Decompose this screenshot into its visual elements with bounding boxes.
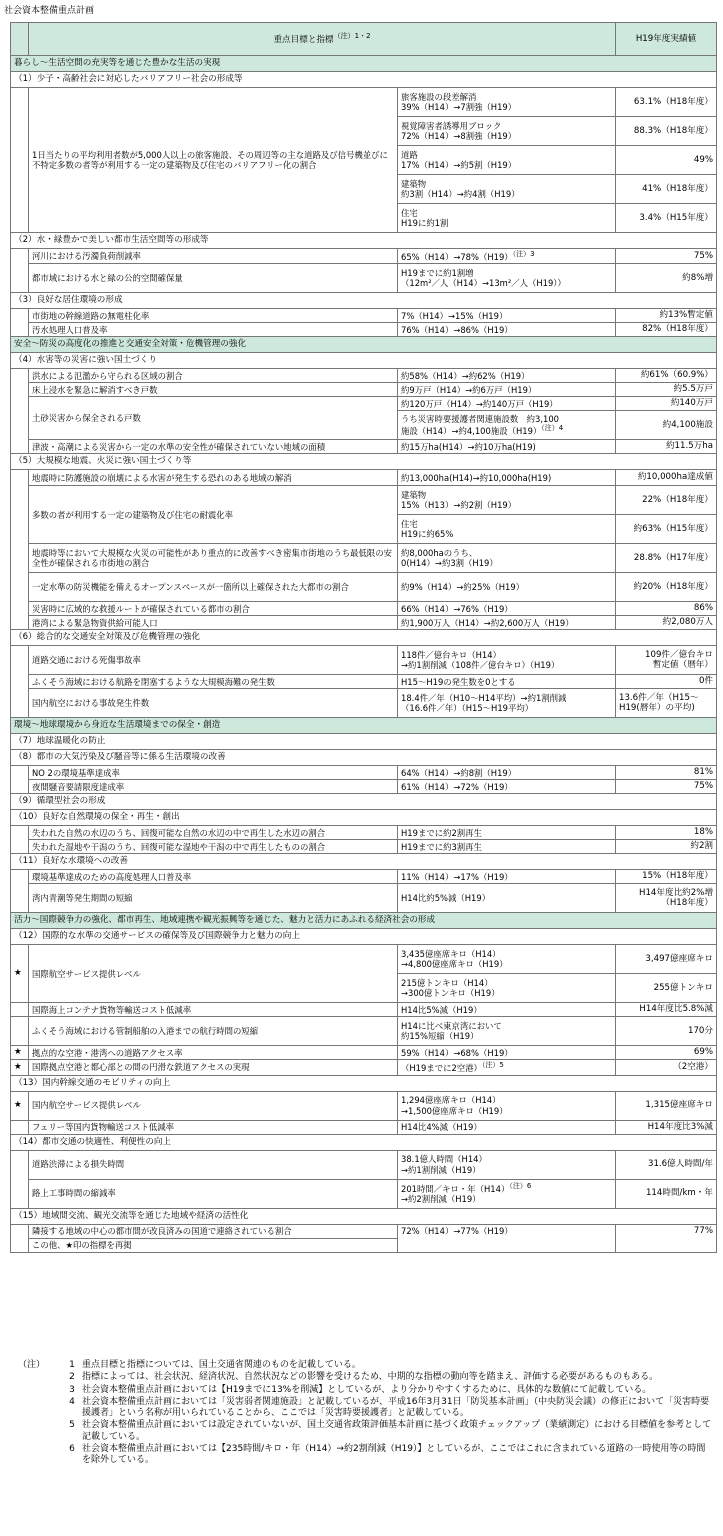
table-row: 洪水による氾濫から守られる区域の割合 約58%（H14）→約62%（H19） 約61%（60.9%） <box>11 369 717 383</box>
table-row: 湾内青潮等発生期間の短縮 H14比約5%減（H19） H14年度比約2%増 （H18年度） <box>11 884 717 913</box>
table-row: 土砂災害から保全される戸数 約120万戸（H14）→約140万戸（H19） 約140万戸 <box>11 397 717 411</box>
goal-row: （10）良好な自然環境の保全・再生・創出 <box>11 810 717 826</box>
header-result: H19年度実績値 <box>616 23 717 56</box>
star-mark: ★ <box>11 1046 29 1060</box>
goal-row: （7）地球温暖化の防止 <box>11 734 717 750</box>
section-row: 暮らし～生活空間の充実等を通じた豊かな生活の実現 <box>11 56 717 72</box>
goal-row: （9）循環型社会の形成 <box>11 794 717 810</box>
goal-row: （2）水・緑豊かで美しい都市生活空間等の形成等 <box>11 233 717 249</box>
section-row: 活力～国際競争力の強化、都市再生、地域連携や観光振興等を通じた、魅力と活力にあふれる経済社会の形成 <box>11 913 717 929</box>
table-row: 失われた湿地や干潟のうち、回復可能な湿地や干潟の中で再生したものの割合 H19までに約3割再生 約2割 <box>11 840 717 854</box>
goal-row: （3）良好な居住環境の形成 <box>11 293 717 309</box>
table-row: 環境基準達成のための高度処理人口普及率 11%（H14）→17%（H19） 15%（H18年度） <box>11 870 717 884</box>
star-mark: ★ <box>11 945 29 1003</box>
table-header <box>11 23 717 56</box>
indicator-cell: 1日当たりの平均利用者数が5,000人以上の旅客施設、その周辺等の主な道路及び信号機並びに不特定多数の者等が利用する一定の建築物及び住宅のバリアフリー化の割合 <box>29 88 398 233</box>
goal-row: （4）水害等の災害に強い国土づくり <box>11 353 717 369</box>
footnote: 2 指標によっては、社会状況、経済状況、自然状況などの影響を受けるため、中期的な指標の動向等を踏まえ、評価する必要があるものもある。 <box>69 1372 659 1383</box>
goal-row: （12）国際的な水準の交通サービスの確保等及び国際競争力と魅力の向上 <box>11 929 717 945</box>
footnote: 4 社会資本整備重点計画においては「災害弱者関連施設」と記載しているが、平成16年3月31日「防災基本計画」（中央防災会議）の修正において「災害時要援護者」という名称が用いられていることから、ここでは「災害時要援護者」と記載している。 <box>69 1396 710 1418</box>
footnote: （注） 1 重点目標と指標については、国土交通省関連のものを記載している。 <box>18 1360 361 1370</box>
section-row: 安全～防災の高度化の推進と交通安全対策・危機管理の強化 <box>11 337 717 353</box>
table-row: 1日当たりの平均利用者数が5,000人以上の旅客施設、その周辺等の主な道路及び信号機並びに不特定多数の者等が利用する一定の建築物及び住宅のバリアフリー化の割合 旅客施設の段差解消 39%（H14）→7割強（H19） 63.1%（H18年度） <box>11 88 717 117</box>
table-row: 道路渋滞による損失時間 38.1億人時間（H14） →約1割削減（H19） 31.6億人時間/年 <box>11 1150 717 1179</box>
table-row: ★ 拠点的な空港・港湾への道路アクセス率 59%（H14）→68%（H19） 69% <box>11 1046 717 1060</box>
table-row: 国際海上コンテナ貨物等輸送コスト低減率 H14比5%減（H19） H14年度比5.8%減 <box>11 1003 717 1017</box>
table-row: 住宅 H19に約1割 3.4%（H15年度） <box>11 204 717 233</box>
header-indicator: 重点目標と指標$^{(注)1・2}$ <box>29 23 616 56</box>
goal-row: （14）都市交通の快適性、利便性の向上 <box>11 1134 717 1150</box>
table-row: 視覚障害者誘導用ブロック 72%（H14）→8割強（H19） 88.3%（H18年度） <box>11 117 717 146</box>
star-mark: ★ <box>11 1060 29 1075</box>
table-row: 津波・高潮による災害から一定の水準の安全性が確保されていない地域の面積 約15万ha(H14）→約10万ha(H19) 約11.5万ha <box>11 440 717 454</box>
table-row: ★ 国際拠点空港と都心部との間の円滑な鉄道アクセスの実現 （H19までに2空港）$^{(注)5}$ （2空港） <box>11 1060 717 1075</box>
table-row: ふくそう海域における管制船舶の入港までの航行時間の短縮 H14に比べ東京湾において 約15%短縮（H19） 170分 <box>11 1017 717 1046</box>
table-row: 隣接する地域の中心の都市間が改良済みの国道で連絡されている割合 72%（H14）→77%（H19） 77% <box>11 1224 717 1238</box>
goal-row: （1）少子・高齢社会に対応したバリアフリー社会の形成等 <box>11 72 717 88</box>
table-row: 汚水処理人口普及率 76%（H14）→86%（H19） 82%（H18年度） <box>11 323 717 337</box>
table-row: 夜間騒音要請限度達成率 61%（H14）→72%（H19） 75% <box>11 780 717 794</box>
table-row: 都市域における水と緑の公的空間確保量 H19までに約1割増 （12m²／人（H14）→13m²／人（H19）） 約8%増 <box>11 264 717 293</box>
table-row: 一定水準の防災機能を備えるオープンスペースが一箇所以上確保された大都市の割合 約9%（H14）→約25%（H19） 約20%（H18年度） <box>11 573 717 602</box>
table-row: ★ 国際航空サービス提供レベル 3,435億座席キロ（H14） →4,800億座席キロ（H19） 3,497億座席キロ <box>11 945 717 974</box>
table-row: 災害時に広域的な救援ルートが確保されている都市の割合 66%（H14）→76%（H19） 86% <box>11 602 717 616</box>
table-row: 失われた自然の水辺のうち、回復可能な自然の水辺の中で再生した水辺の割合 H19までに約2割再生 18% <box>11 826 717 840</box>
table-row: 地震時等において大規模な火災の可能性があり重点的に改善すべき密集市街地のうち最低限の安全性が確保される市街地の割合 約8,000haのうち、 0(H14）→約3割（H19） 28.8%（H17年度） <box>11 544 717 573</box>
table-row: 道路 17%（H14）→約5割（H19） 49% <box>11 146 717 175</box>
table-row: フェリー等国内貨物輸送コスト低減率 H14比4%減（H19） H14年度比3%減 <box>11 1120 717 1134</box>
goal-row: （5）大規模な地震、火災に強い国土づくり等 <box>11 454 717 470</box>
goal-row: （6）総合的な交通安全対策及び危機管理の強化 <box>11 630 717 646</box>
footnotes <box>18 1360 713 1467</box>
table-row: NO 2の環境基準達成率 64%（H14）→約8割（H19） 81% <box>11 766 717 780</box>
goal-row: （11）良好な水環境への改善 <box>11 854 717 870</box>
table-row: この他、★印の指標を再掲 <box>11 1238 717 1252</box>
goal-row: （13）国内幹線交通のモビリティの向上 <box>11 1075 717 1091</box>
table-row: 多数の者が利用する一定の建築物及び住宅の耐震化率 建築物 15%（H13）→約2割（H19） 22%（H18年度） <box>11 486 717 515</box>
table-row: 道路交通における死傷事故率 118件／億台キロ（H14） →約1割削減（108件／億台キロ）（H19） 109件／億台キロ 暫定値（暦年） <box>11 646 717 675</box>
table-row: 215億トンキロ（H14） →300億トンキロ（H19） 255億トンキロ <box>11 974 717 1003</box>
plan-table <box>10 22 717 1253</box>
table-row: ★ 国内航空サービス提供レベル 1,294億座席キロ（H14） →1,500億座席キロ（H19） 1,315億座席キロ <box>11 1091 717 1120</box>
table-row: 建築物 約3割（H14）→約4割（H19） 41%（H18年度） <box>11 175 717 204</box>
section-row: 環境～地球環境から身近な生活環境までの保全・創造 <box>11 718 717 734</box>
footnote: 6 社会資本整備重点計画においては【235時間/キロ・年（H14）→約2割削減（H19）】としているが、ここではこれに含まれている道路の一時使用等の時間を除外している。 <box>69 1443 706 1465</box>
star-mark: ★ <box>11 1091 29 1120</box>
table-row: 港湾による緊急物資供給可能人口 約1,900万人（H14）→約2,600万人（H19） 約2,080万人 <box>11 616 717 630</box>
table-row: うち災害時要援護者関連施設数 約3,100 施設（H14）→約4,100施設$(H19)^{(注)4}$ 約4,100施設 <box>11 411 717 440</box>
table-row: 国内航空における事故発生件数 18.4件／年（H10～H14平均）→約1割削減 （16.6件／年）（H15～H19平均） 13.6件／年（H15～ H19(暦年）の平均) <box>11 689 717 718</box>
table-row: ふくそう海域における航路を閉塞するような大規模海難の発生数 H15～H19の発生数を0とする 0件 <box>11 675 717 689</box>
table-row: 路上工事時間の縮減率 201時間／キロ・年$(H14)^{(注)6}$ →約2割削減（H19） 114時間/km・年 <box>11 1179 717 1208</box>
table-row: 地震時に防護施設の崩壊による水害が発生する恐れのある地域の解消 約13,000ha(H14)→約10,000ha(H19) 約10,000ha達成値 <box>11 470 717 486</box>
footnote: 5 社会資本整備重点計画においては設定されていないが、国土交通省政策評価基本計画に基づく政策チェックアップ（業績測定）における目標値を参考として記載している。 <box>69 1420 712 1442</box>
table-row: 市街地の幹線道路の無電柱化率 7%（H14）→15%（H19） 約13%暫定値 <box>11 309 717 323</box>
footnote: 3 社会資本整備重点計画においては【H19までに13%を削減】としているが、より分かりやすくするために、具体的な数値にて記載している。 <box>69 1384 652 1395</box>
goal-row: （8）都市の大気汚染及び騒音等に係る生活環境の改善 <box>11 750 717 766</box>
goal-row: （15）地域間交流、観光交流等を通じた地域や経済の活性化 <box>11 1208 717 1224</box>
table-row: 河川における汚濁負荷削減率 $65\%(H14)\to 78\%(H19)^{(注)3}$ 75% <box>11 249 717 264</box>
table-row: 住宅 H19に約65% 約63%（H15年度） <box>11 515 717 544</box>
page-title: 社会資本整備重点計画 <box>4 6 95 16</box>
table-row: 床上浸水を緊急に解消すべき戸数 約9万戸（H14）→約6万戸（H19） 約5.5万戸 <box>11 383 717 397</box>
